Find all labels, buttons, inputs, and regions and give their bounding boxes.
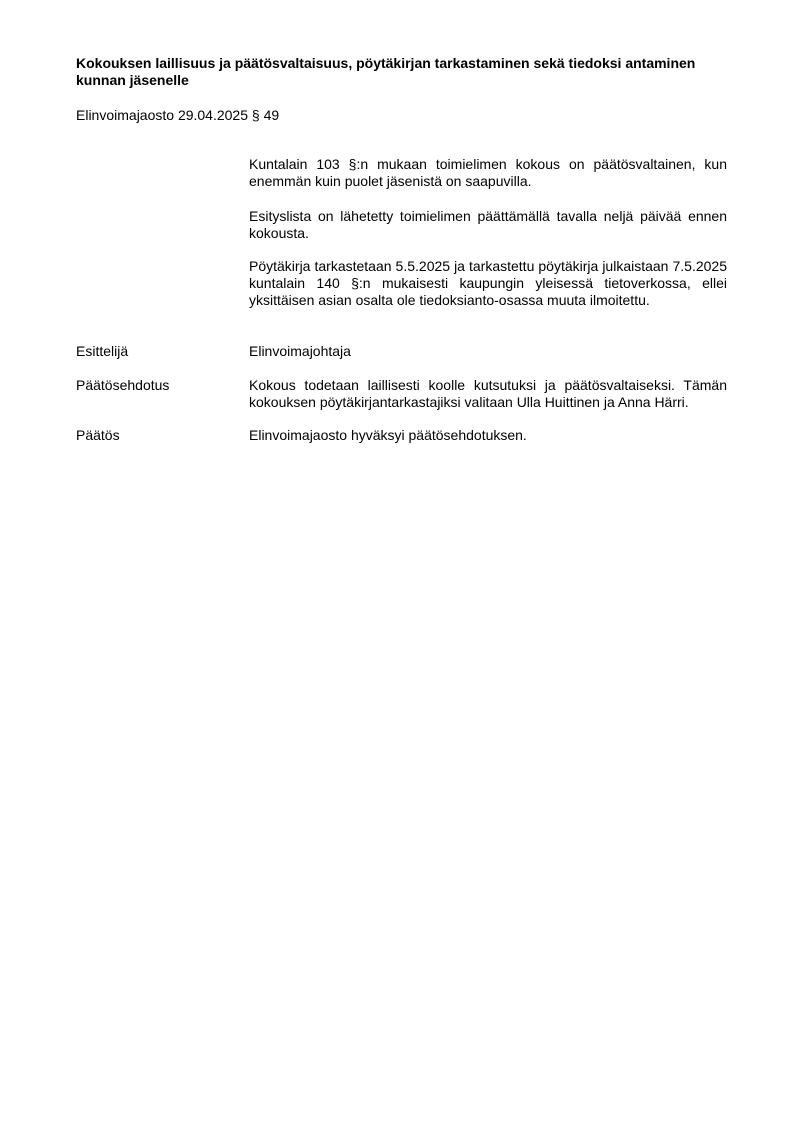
proposal-label: Päätösehdotus xyxy=(76,377,170,393)
document-title: Kokouksen laillisuus ja päätösvaltaisuus, pöytäkirjan tarkastaminen sekä tiedoksi antaminen kunnan jäsenelle xyxy=(76,55,696,88)
presenter-value: Elinvoimajohtaja xyxy=(249,343,351,359)
meeting-reference: Elinvoimajaosto 29.04.2025 § 49 xyxy=(76,107,280,123)
proposal-value: Kokous todetaan laillisesti koolle kutsutuksi ja päätösvaltaiseksi. Tämän kokouksen pöytäkirjantarkastajiksi valitaan Ulla Huittinen ja Anna Härri. xyxy=(249,377,727,410)
presenter-label: Esittelijä xyxy=(76,343,129,359)
paragraph-agenda: Esityslista on lähetetty toimielimen päättämällä tavalla neljä päivää ennen kokousta. xyxy=(249,208,727,241)
paragraph-quorum: Kuntalain 103 §:n mukaan toimielimen kokous on päätösvaltainen, kun enemmän kuin puolet jäsenistä on saapuvilla. xyxy=(249,156,727,189)
paragraph-minutes: Pöytäkirja tarkastetaan 5.5.2025 ja tarkastettu pöytäkirja julkaistaan 7.5.2025 kuntalain 140 §:n mukaisesti kaupungin yleisessä tietoverkossa, ellei yksittäisen asian osalta ole tiedoksianto-osassa muuta ilmoitettu. xyxy=(249,258,727,308)
decision-label: Päätös xyxy=(76,427,120,443)
decision-value: Elinvoimajaosto hyväksyi päätösehdotuksen. xyxy=(249,427,527,443)
